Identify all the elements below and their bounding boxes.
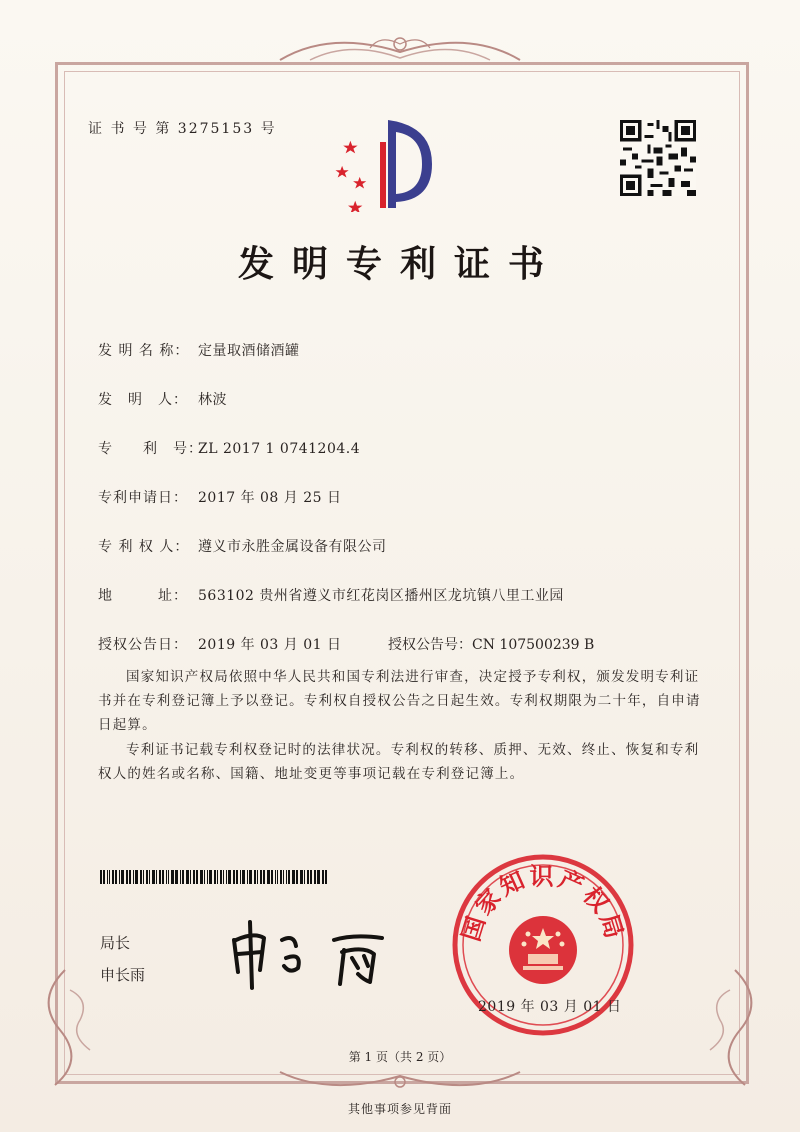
field-value: ZL 2017 1 0741204.4 bbox=[198, 441, 361, 457]
director-title: 局长 bbox=[100, 934, 131, 952]
field-grant-date bbox=[98, 634, 342, 654]
director-signature bbox=[224, 910, 394, 990]
field-invention-name bbox=[98, 340, 300, 360]
field-label: 地 址： bbox=[98, 588, 188, 604]
director-name: 申长雨 bbox=[100, 966, 146, 984]
certificate-title: 发明专利证书 bbox=[237, 243, 562, 285]
field-address bbox=[98, 585, 564, 605]
bottom-ornament bbox=[270, 1066, 530, 1096]
inner-border bbox=[64, 71, 740, 1075]
field-inventor bbox=[98, 389, 227, 409]
field-grant-number bbox=[388, 634, 594, 654]
field-value: 2017 年 08 月 25 日 bbox=[198, 490, 342, 506]
patent-office-logo bbox=[330, 112, 440, 212]
field-value: 遵义市永胜金属设备有限公司 bbox=[198, 539, 387, 555]
corner-ornament-bottom-right bbox=[700, 960, 770, 1090]
certificate-number: 证 书 号 第 3275153 号 bbox=[88, 121, 277, 137]
top-ornament bbox=[270, 30, 530, 70]
seal-text: 国家知识产权局 bbox=[456, 862, 630, 945]
field-label: 发 明 人： bbox=[98, 392, 188, 408]
field-label: 专利申请日： bbox=[98, 490, 188, 506]
field-label: 授权公告日： bbox=[98, 637, 188, 653]
seal-date: 2019 年 03 月 01 日 bbox=[478, 999, 622, 1015]
page-number: 第 1 页（共 2 页） bbox=[348, 1050, 452, 1064]
field-label: 发 明 名 称： bbox=[98, 343, 190, 359]
barcode bbox=[100, 870, 330, 884]
field-value: 定量取酒储酒罐 bbox=[198, 343, 300, 359]
field-label: 专 利 号： bbox=[98, 441, 203, 457]
field-application-date bbox=[98, 487, 342, 507]
field-value: 林波 bbox=[198, 392, 227, 408]
corner-ornament-bottom-left bbox=[30, 960, 100, 1090]
qr-code bbox=[620, 120, 696, 196]
paragraph-grant-statement: 国家知识产权局依照中华人民共和国专利法进行审查，决定授予专利权，颁发发明专利证书并在专利登记簿上予以登记。专利权自授权公告之日起生效。专利权期限为二十年，自申请日起算。 bbox=[98, 669, 701, 733]
national-emblem-icon bbox=[509, 916, 577, 984]
footer-note: 其他事项参见背面 bbox=[347, 1102, 452, 1116]
field-patent-number bbox=[98, 438, 360, 458]
field-label: 专 利 权 人： bbox=[98, 539, 190, 555]
field-value: 563102 贵州省遵义市红花岗区播州区龙坑镇八里工业园 bbox=[198, 588, 564, 604]
field-label: 授权公告号： bbox=[388, 637, 472, 653]
field-value: CN 107500239 B bbox=[472, 637, 595, 653]
paragraph-legal-status: 专利证书记载专利权登记时的法律状况。专利权的转移、质押、无效、终止、恢复和专利权人的姓名或名称、国籍、地址变更等事项记载在专利登记簿上。 bbox=[98, 742, 700, 782]
field-patentee bbox=[98, 536, 387, 556]
field-value: 2019 年 03 月 01 日 bbox=[198, 637, 342, 653]
